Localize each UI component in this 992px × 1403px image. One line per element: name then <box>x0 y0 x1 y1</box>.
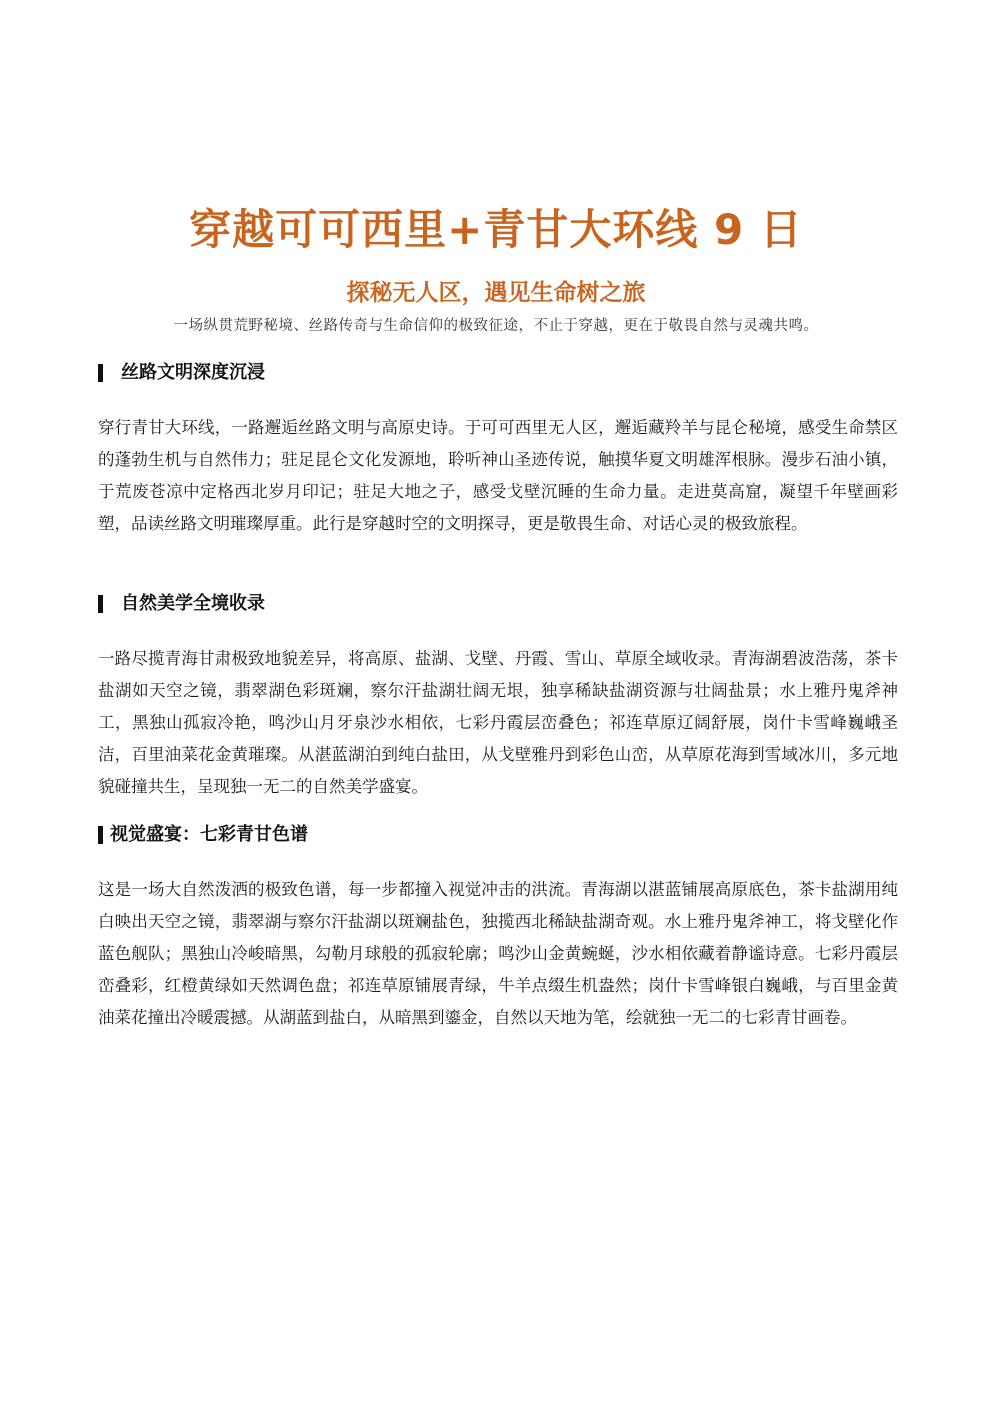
page-title: 穿越可可西里+青甘大环线 9 日 <box>189 205 803 254</box>
section-body: 穿行青甘大环线，一路邂逅丝路文明与高原史诗。于可可西里无人区，邂逅藏羚羊与昆仑秘境，感受生命禁区的蓬勃生机与自然伟力；驻足昆仑文化发源地，聆听神山圣迹传说，触摸华夏文明雄浑根脉。漫步石油小镇，于荒废苍凉中定格西北岁月印记；驻足大地之子，感受戈壁沉睡的生命力量。走进莫高窟，凝望千年壁画彩塑，品读丝路文明璀璨厚重。此行是穿越时空的文明探寻，更是敬畏生命、对话心灵的极致旅程。 <box>98 418 898 533</box>
section-heading <box>98 590 898 620</box>
section-body: 这是一场大自然泼洒的极致色谱，每一步都撞入视觉冲击的洪流。青海湖以湛蓝铺展高原底色，茶卡盐湖用纯白映出天空之镜，翡翠湖与察尔汗盐湖以斑斓盐色，独揽西北稀缺盐湖奇观。水上雅丹鬼斧神工，将戈壁化作蓝色舰队；黑独山冷峻暗黑，勾勒月球般的孤寂轮廓；鸣沙山金黄蜿蜒，沙水相依藏着静谧诗意。七彩丹霞层峦叠彩，红橙黄绿如天然调色盘；祁连草原铺展青绿，牛羊点缀生机盎然；岗什卡雪峰银白巍峨，与百里金黄油菜花撞出冷暖震撼。从湖蓝到盐白，从暗黑到鎏金，自然以天地为笔，绘就独一无二的七彩青甘画卷。 <box>98 880 898 1027</box>
section-heading <box>98 821 898 851</box>
section-visual-feast <box>98 821 898 1027</box>
intro-text: 一场纵贯荒野秘境、丝路传奇与生命信仰的极致征途，不止于穿越，更在于敬畏自然与灵魂共鸣。 <box>173 318 819 334</box>
heading-bar-marker <box>98 364 103 382</box>
section-body: 一路尽揽青海甘肃极致地貌差异，将高原、盐湖、戈壁、丹霞、雪山、草原全域收录。青海湖碧波浩荡，茶卡盐湖如天空之镜，翡翠湖色彩斑斓，察尔汗盐湖壮阔无垠，独享稀缺盐湖资源与壮阔盐景；水上雅丹鬼斧神工，黑独山孤寂冷艳，鸣沙山月牙泉沙水相依，七彩丹霞层峦叠色；祁连草原辽阔舒展，岗什卡雪峰巍峨圣洁，百里油菜花金黄璀璨。从湛蓝湖泊到纯白盐田，从戈壁雅丹到彩色山峦，从草原花海到雪域冰川，多元地貌碰撞共生，呈现独一无二的自然美学盛宴。 <box>98 649 898 796</box>
section-heading-text: 丝路文明深度沉浸 <box>121 362 265 383</box>
section-natural-aesthetics <box>98 590 898 796</box>
section-silk-road <box>98 359 898 533</box>
section-heading-text: 自然美学全境收录 <box>121 593 265 614</box>
section-heading-text: 视觉盛宴：七彩青甘色谱 <box>110 824 308 845</box>
section-heading <box>98 359 898 389</box>
heading-bar-marker <box>98 826 103 844</box>
page-subtitle: 探秘无人区，遇见生命树之旅 <box>346 280 646 306</box>
heading-bar-marker <box>98 595 103 613</box>
